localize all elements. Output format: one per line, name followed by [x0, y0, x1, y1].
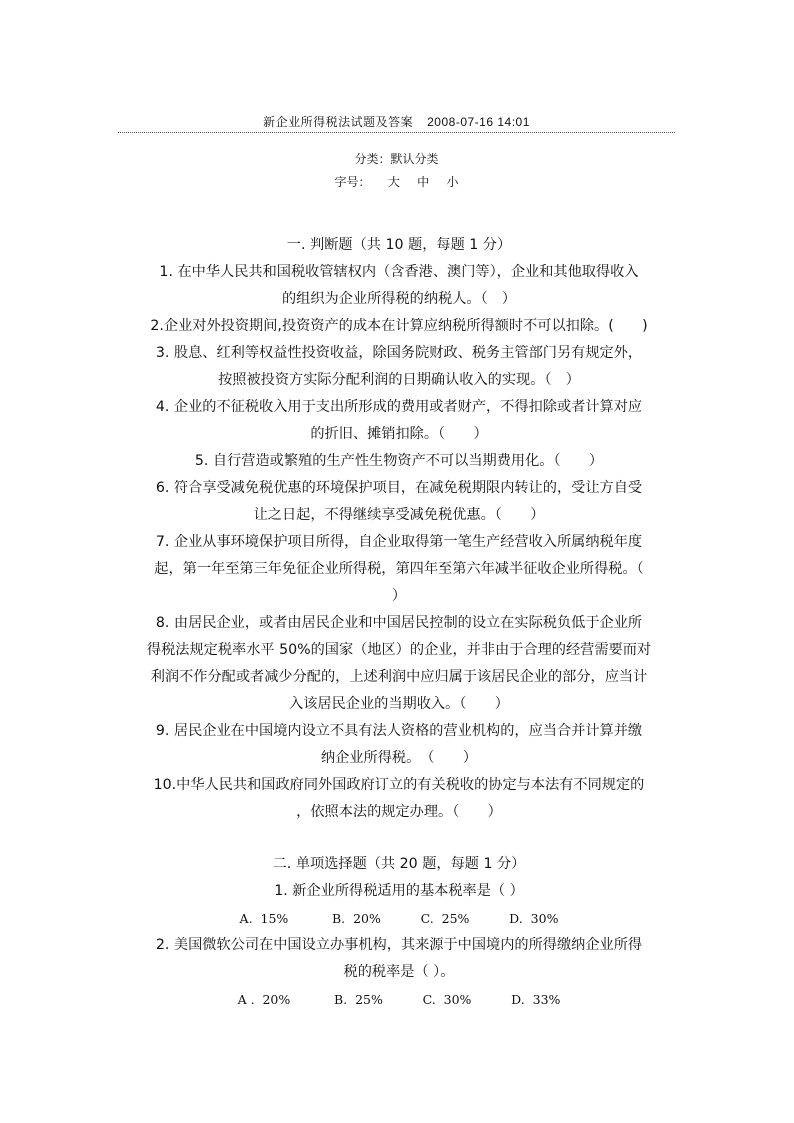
question-line: 7. 企业从事环境保护项目所得，自企业取得第一笔生产经营收入所属纳税年度 — [155, 534, 643, 550]
article-header — [118, 113, 675, 130]
question-line: 2.企业对外投资期间,投资资产的成本在计算应纳税所得额时不可以扣除。( ) — [150, 318, 648, 334]
question-1-options: A. 15% B. 20% C. 25% D. 30% — [239, 911, 559, 926]
article-date: 2008-07-16 14:01 — [427, 115, 530, 129]
question-line: 9. 居民企业在中国境内设立不具有法人资格的营业机构的，应当合并计算并缴 — [155, 723, 643, 739]
question-line: 让之日起，不得继续享受减免税优惠。（ ） — [253, 507, 545, 523]
question-line: 5. 自行营造或繁殖的生产性生物资产不可以当期费用化。（ ） — [194, 453, 604, 469]
section-true-false — [116, 232, 682, 826]
question-2-line: 税的税率是（ ）。 — [343, 964, 455, 980]
article-title: 新企业所得税法试题及答案 — [263, 115, 414, 129]
question-line: 按照被投资方实际分配利润的日期确认收入的实现。（ ） — [218, 372, 580, 388]
question-line: 得税法规定税率水平 50%的国家（地区）的企业，并非由于合理的经营需要而对 — [146, 642, 652, 658]
category-link[interactable]: 默认分类 — [390, 152, 439, 166]
section-title: 二. 单项选择题（共 20 题，每题 1 分） — [272, 856, 526, 872]
font-size-medium[interactable]: 中 — [417, 175, 430, 189]
question-line: 10.中华人民共和国政府同外国政府订立的有关税收的协定与本法有不同规定的 — [153, 777, 645, 793]
question-line: 6. 符合享受减免税优惠的环境保护项目，在减免税期限内转让的，受让方自受 — [155, 480, 643, 496]
font-size-label: 字号： — [334, 175, 371, 189]
question-line: ，依照本法的规定办理。（ ） — [296, 804, 502, 820]
category-label: 分类： — [354, 152, 391, 166]
section-single-choice — [116, 851, 682, 1013]
question-line: 利润不作分配或者减少分配的，上述利润中应归属于该居民企业的部分，应当计 — [150, 669, 648, 685]
question-line: 的组织为企业所得税的纳税人。（ ） — [281, 291, 517, 307]
question-line: 1. 在中华人民共和国税收管辖权内（含香港、澳门等），企业和其他取得收入 — [159, 264, 639, 280]
font-size-line — [118, 173, 675, 190]
font-size-small[interactable]: 小 — [446, 175, 459, 189]
header-divider — [118, 132, 675, 133]
question-1: 1. 新企业所得税适用的基本税率是（ ） — [274, 883, 524, 899]
question-line: 4. 企业的不征税收入用于支出所形成的费用或者财产，不得扣除或者计算对应 — [155, 399, 643, 415]
question-line: 纳企业所得税。 （ ） — [320, 750, 478, 766]
section-title: 一. 判断题（共 10 题，每题 1 分） — [286, 237, 512, 253]
question-2-options: A . 20% B. 25% C. 30% D. 33% — [237, 992, 561, 1007]
question-2-line: 2. 美国微软公司在中国设立办事机构，其来源于中国境内的所得缴纳企业所得 — [155, 937, 643, 953]
category-line — [118, 150, 675, 167]
question-line: 起，第一年至第三年免征企业所得税，第四年至第六年减半征收企业所得税。（ — [154, 561, 644, 577]
question-line: ） — [391, 588, 407, 604]
font-size-large[interactable]: 大 — [387, 175, 400, 189]
question-line: 的折旧、摊销扣除。（ ） — [310, 426, 488, 442]
question-line: 8. 由居民企业，或者由居民企业和中国居民控制的设立在实际税负低于企业所 — [155, 615, 643, 631]
question-line: 入该居民企业的当期收入。（ ） — [289, 696, 509, 712]
question-line: 3. 股息、红利等权益性投资收益，除国务院财政、税务主管部门另有规定外， — [155, 345, 643, 361]
